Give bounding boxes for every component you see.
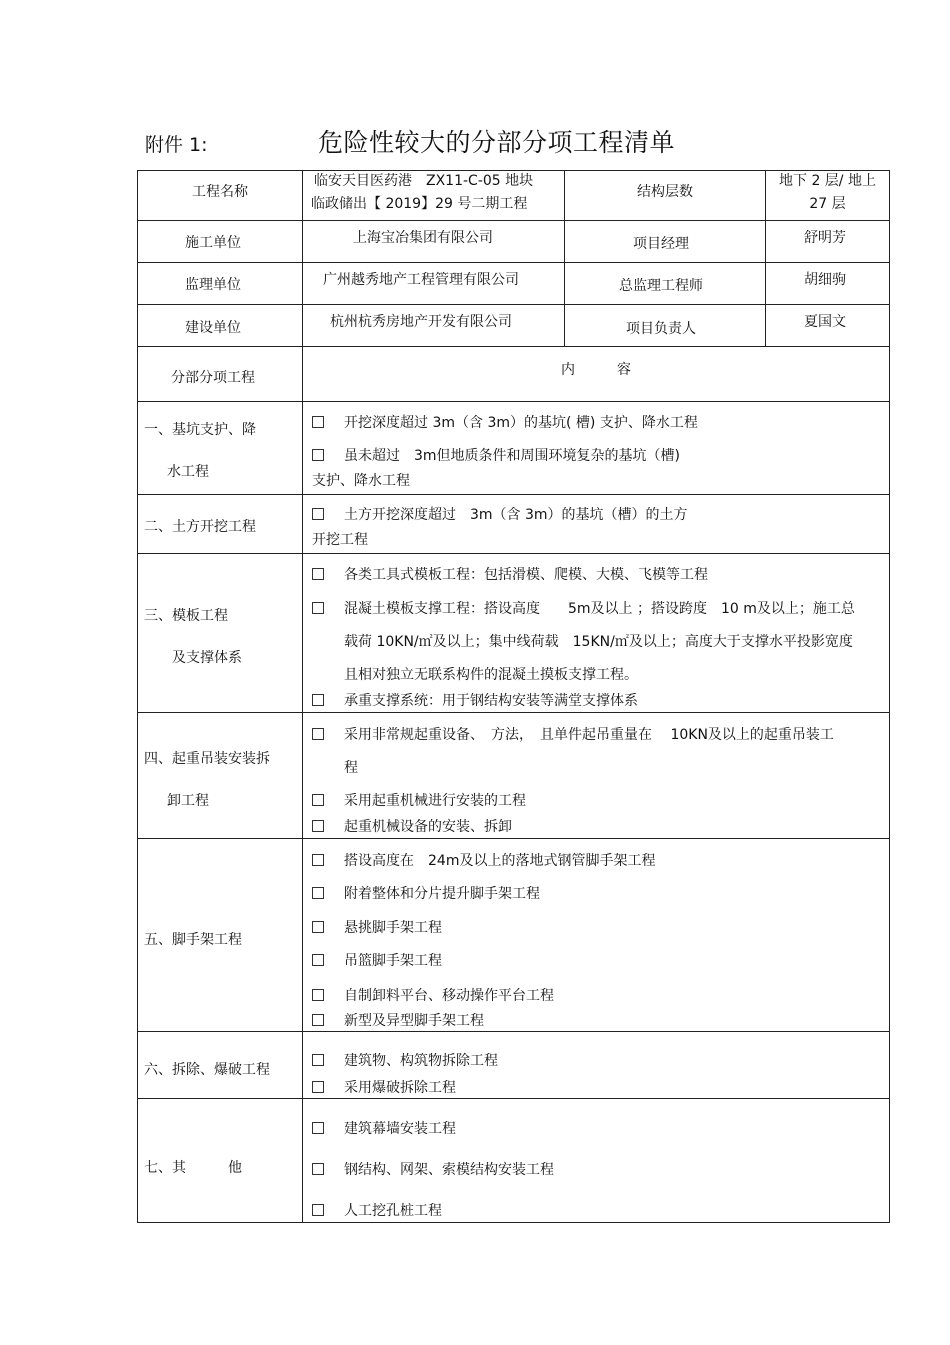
checkbox-icon[interactable] bbox=[312, 508, 324, 520]
construction-label: 施工单位 bbox=[185, 235, 241, 251]
structure-value-line1: 地下 2 层/ 地上 bbox=[779, 173, 876, 189]
owner-lead-label: 项目负责人 bbox=[626, 321, 696, 337]
section-label: 四、起重吊装安装拆 bbox=[144, 751, 270, 767]
construction-value: 上海宝冶集团有限公司 bbox=[353, 230, 493, 246]
section-label: 水工程 bbox=[167, 464, 209, 480]
item-text: 各类工具式模板工程：包括滑模、爬模、大模、飞模等工程 bbox=[344, 567, 708, 583]
section-label: 三、模板工程 bbox=[144, 608, 228, 624]
item-text: 虽未超过 3m但地质条件和周围环境复杂的基坑（槽) bbox=[344, 448, 681, 464]
checkbox-icon[interactable] bbox=[312, 1081, 324, 1093]
supervision-label: 监理单位 bbox=[185, 277, 241, 293]
supervision-value: 广州越秀地产工程管理有限公司 bbox=[323, 272, 519, 288]
list-item bbox=[312, 724, 834, 744]
row-divider bbox=[137, 304, 890, 305]
list-item bbox=[312, 504, 688, 524]
item-text: 承重支撑系统：用于钢结构安装等满堂支撑体系 bbox=[344, 693, 638, 709]
item-text: 采用爆破拆除工程 bbox=[344, 1080, 456, 1096]
list-item bbox=[312, 1118, 456, 1138]
item-text: 自制卸料平台、移动操作平台工程 bbox=[344, 988, 554, 1004]
list-item bbox=[312, 1200, 442, 1220]
checkbox-icon[interactable] bbox=[312, 854, 324, 866]
row-divider bbox=[137, 346, 890, 347]
list-item bbox=[312, 790, 526, 810]
row-divider bbox=[137, 553, 890, 554]
section-label: 卸工程 bbox=[167, 793, 209, 809]
attachment-label: 附件 1: bbox=[145, 134, 208, 156]
checkbox-icon[interactable] bbox=[312, 602, 324, 614]
checkbox-icon[interactable] bbox=[312, 954, 324, 966]
owner-label: 建设单位 bbox=[185, 320, 241, 336]
item-text: 采用非常规起重设备、 方法， 且单件起吊重量在 10KN及以上的起重吊装工 bbox=[344, 727, 834, 743]
item-text: 起重机械设备的安装、拆卸 bbox=[344, 819, 512, 835]
item-text: 建筑幕墙安装工程 bbox=[344, 1121, 456, 1137]
checkbox-icon[interactable] bbox=[312, 794, 324, 806]
list-item bbox=[312, 1010, 484, 1030]
page-title: 危险性较大的分部分项工程清单 bbox=[318, 128, 676, 157]
list-item-continuation: 载荷 10KN/㎡及以上；集中线荷载 15KN/㎡及以上；高度大于支撑水平投影宽度 bbox=[344, 634, 853, 650]
list-item bbox=[312, 1077, 456, 1097]
structure-label: 结构层数 bbox=[637, 184, 693, 200]
item-text: 新型及异型脚手架工程 bbox=[344, 1013, 484, 1029]
row-divider bbox=[137, 220, 890, 221]
list-item bbox=[312, 564, 708, 584]
section-label: 六、拆除、爆破工程 bbox=[144, 1062, 270, 1078]
section-label: 五、脚手架工程 bbox=[144, 932, 242, 948]
section-label: 及支撑体系 bbox=[172, 650, 242, 666]
item-text: 建筑物、构筑物拆除工程 bbox=[344, 1053, 498, 1069]
content-header: 内 容 bbox=[561, 362, 631, 378]
list-item-continuation: 程 bbox=[344, 760, 358, 776]
manager-label: 项目经理 bbox=[633, 236, 689, 252]
checkbox-icon[interactable] bbox=[312, 728, 324, 740]
row-divider bbox=[137, 262, 890, 263]
table-border-bottom bbox=[137, 1222, 890, 1223]
row-divider bbox=[137, 838, 890, 839]
manager-value: 舒明芳 bbox=[804, 230, 846, 246]
item-text: 悬挑脚手架工程 bbox=[344, 920, 442, 936]
item-text: 搭设高度在 24m及以上的落地式钢管脚手架工程 bbox=[344, 853, 656, 869]
row-divider bbox=[137, 401, 890, 402]
checkbox-icon[interactable] bbox=[312, 416, 324, 428]
row-divider bbox=[137, 1098, 890, 1099]
section-label: 二、土方开挖工程 bbox=[144, 519, 256, 535]
list-item-continuation: 且相对独立无联系构件的混凝土摸板支撑工程。 bbox=[344, 667, 638, 683]
list-item bbox=[312, 445, 680, 465]
project-name-label: 工程名称 bbox=[192, 184, 248, 200]
checkbox-icon[interactable] bbox=[312, 887, 324, 899]
checkbox-icon[interactable] bbox=[312, 921, 324, 933]
list-item bbox=[312, 1050, 498, 1070]
section-label: 一、基坑支护、降 bbox=[144, 422, 256, 438]
list-item bbox=[312, 816, 512, 836]
row-divider bbox=[137, 494, 890, 495]
item-text: 附着整体和分片提升脚手架工程 bbox=[344, 886, 540, 902]
owner-value: 杭州杭秀房地产开发有限公司 bbox=[330, 314, 512, 330]
list-item bbox=[312, 985, 554, 1005]
table-border-top bbox=[137, 170, 890, 171]
list-item bbox=[312, 1159, 554, 1179]
section-label: 七、其 他 bbox=[144, 1160, 242, 1176]
checkbox-icon[interactable] bbox=[312, 568, 324, 580]
list-item bbox=[312, 598, 855, 618]
checkbox-icon[interactable] bbox=[312, 1122, 324, 1134]
checkbox-icon[interactable] bbox=[312, 694, 324, 706]
list-item-continuation: 开挖工程 bbox=[312, 532, 368, 548]
list-item-continuation: 支护、降水工程 bbox=[312, 473, 410, 489]
item-text: 混凝土模板支撑工程：搭设高度 5m及以上 ；搭设跨度 10 m及以上；施工总 bbox=[344, 601, 855, 617]
list-item bbox=[312, 950, 442, 970]
category-header: 分部分项工程 bbox=[171, 370, 255, 386]
checkbox-icon[interactable] bbox=[312, 820, 324, 832]
checkbox-icon[interactable] bbox=[312, 1204, 324, 1216]
list-item bbox=[312, 883, 540, 903]
checkbox-icon[interactable] bbox=[312, 1014, 324, 1026]
list-item bbox=[312, 850, 655, 870]
item-text: 钢结构、网架、索模结构安装工程 bbox=[344, 1162, 554, 1178]
checkbox-icon[interactable] bbox=[312, 1163, 324, 1175]
item-text: 人工挖孔桩工程 bbox=[344, 1203, 442, 1219]
checkbox-icon[interactable] bbox=[312, 1054, 324, 1066]
list-item bbox=[312, 917, 442, 937]
checkbox-icon[interactable] bbox=[312, 989, 324, 1001]
table-border-right bbox=[889, 170, 890, 1223]
list-item bbox=[312, 412, 698, 432]
owner-lead-value: 夏国文 bbox=[804, 314, 846, 330]
row-divider bbox=[137, 712, 890, 713]
checkbox-icon[interactable] bbox=[312, 449, 324, 461]
item-text: 吊篮脚手架工程 bbox=[344, 953, 442, 969]
item-text: 采用起重机械进行安装的工程 bbox=[344, 793, 526, 809]
chief-engineer-label: 总监理工程师 bbox=[619, 278, 703, 294]
item-text: 开挖深度超过 3m（含 3m）的基坑( 槽) 支护、降水工程 bbox=[344, 415, 698, 431]
list-item bbox=[312, 690, 638, 710]
chief-engineer-value: 胡细驹 bbox=[804, 272, 846, 288]
project-name-value-line2: 临政储出【 2019】29 号二期工程 bbox=[311, 196, 528, 212]
project-name-value-line1: 临安天目医药港 ZX11-C-05 地块 bbox=[314, 173, 534, 189]
row-divider bbox=[137, 1031, 890, 1032]
item-text: 土方开挖深度超过 3m（含 3m）的基坑（槽）的土方 bbox=[344, 507, 688, 523]
structure-value-line2: 27 层 bbox=[809, 196, 846, 212]
